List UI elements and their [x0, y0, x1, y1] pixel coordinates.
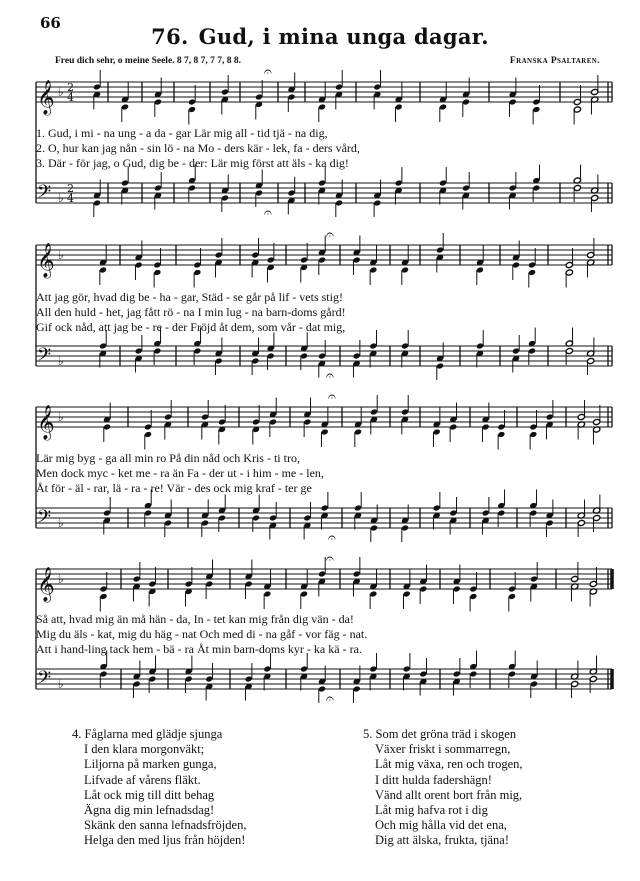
time-signature-bottom: 4: [67, 91, 74, 104]
flat-icon: ♭: [58, 410, 64, 424]
page-number: 66: [40, 14, 61, 32]
verse-line: Helga den med ljus från höjden!: [84, 833, 246, 848]
time-signature-top: 2: [67, 81, 74, 94]
verse-5: [363, 727, 523, 849]
fermata-icon: 𝄐: [328, 530, 336, 546]
verse-line: Liljorna på marken gunga,: [84, 757, 217, 772]
fermata-icon: 𝄐: [326, 691, 334, 707]
flat-icon: ♭: [58, 248, 64, 262]
fermata-icon: 𝄐: [328, 389, 336, 405]
verse-line: I ditt hulda fadershägn!: [375, 772, 492, 787]
lyric-line: Gif ock nåd, att jag be - re - der Fröjd åt dem, som vår - dat mig,: [36, 320, 346, 334]
fermata-icon: 𝄐: [264, 205, 272, 221]
flat-icon: ♭: [58, 85, 64, 99]
treble-clef-icon: 𝄞: [37, 405, 55, 440]
bass-clef-icon: 𝄢: [37, 182, 52, 207]
hymn-title-text: Gud, i mina unga dagar.: [198, 24, 489, 49]
verse-line: Lifvade af vårens fläkt.: [84, 772, 201, 787]
lyric-line: Lär mig byg - ga all min ro På din nåd och Kris - ti tro,: [36, 451, 300, 465]
lyric-line: 3. Där - för jag, o Gud, dig be - der: Lär mig först att äls - ka dig!: [36, 156, 349, 170]
bass-clef-icon: 𝄢: [37, 668, 52, 693]
verse-number: 5.: [363, 727, 373, 741]
fermata-icon: 𝄐: [326, 368, 334, 384]
treble-clef-icon: 𝄞: [37, 80, 55, 115]
lyric-line: Men dock myc - ket me - ra än Fa - der ut - i him - me - len,: [36, 466, 324, 480]
verse-line: 4. Fåglarna med glädje sjunga: [72, 727, 223, 741]
verse-line: 5. Som det gröna träd i skogen: [363, 727, 517, 741]
verse-4: [72, 727, 246, 849]
lyric-line: Så att, hvad mig än må hän - da, In - tet kan mig från dig vän - da!: [36, 612, 354, 626]
flat-icon: ♭: [58, 354, 64, 368]
verse-line: I den klara morgonväkt;: [84, 742, 205, 757]
time-signature-top: 2: [67, 182, 74, 195]
flat-icon: ♭: [58, 677, 64, 691]
flat-icon: ♭: [58, 516, 64, 530]
verse-line: Skänk den sanna lefnadsfröjden,: [84, 818, 247, 833]
lyric-line: 1. Gud, i mi - na ung - a da - gar Lär mig all - tid tjä - na dig,: [36, 126, 328, 140]
flat-icon: ♭: [58, 572, 64, 586]
lyric-line: Åt för - äl - rar, lä - ra - re! Vär - des ock mig kraf - ter ge: [36, 481, 312, 495]
tune-source: Franska Psaltaren.: [509, 56, 600, 66]
treble-clef-icon: 𝄞: [37, 567, 55, 602]
verse-line: Dig att älska, frukta, tjäna!: [375, 833, 509, 848]
verse-line: Ägna dig min lefnadsdag!: [84, 803, 215, 818]
flat-icon: ♭: [58, 191, 64, 205]
bass-clef-icon: 𝄢: [37, 345, 52, 370]
time-signature-bottom: 4: [67, 192, 74, 205]
verse-line: Och mig hålla vid det ena,: [375, 818, 507, 833]
fermata-icon: 𝄐: [326, 551, 334, 567]
bass-clef-icon: 𝄢: [37, 507, 52, 532]
lyric-line: Att i hand-ling tack hem - bä - ra Åt min barn-doms kyr - ka kä - ra.: [36, 642, 362, 656]
verse-line: Låt ock mig till ditt behag: [84, 787, 215, 802]
treble-clef-icon: 𝄞: [37, 243, 55, 278]
lyric-line: 2. O, hur kan jag nån - sin lö - na Mo - ders kär - lek, fa - ders vård,: [36, 141, 360, 155]
verse-line: Växer friskt i sommarregn,: [375, 742, 511, 757]
lyric-line: All den huld - het, jag fått rö - na I min lug - na barn-doms gård!: [36, 305, 346, 319]
verse-line: Låt mig växa, ren och trogen,: [375, 757, 523, 772]
verse-line: Låt mig hafva rot i dig: [375, 803, 488, 818]
tune-info: Freu dich sehr, o meine Seele. 8 7, 8 7, 7 7, 8 8.: [55, 56, 242, 66]
verse-line: Vänd allt orent bort från mig,: [375, 787, 523, 802]
verse-number: 4.: [72, 727, 82, 741]
lyric-line: Mig du äls - kat, mig du häg - nat Och med di - na gåf - vor fäg - nat.: [36, 627, 368, 641]
fermata-icon: 𝄐: [264, 64, 272, 80]
hymn-number: 76.: [151, 24, 189, 49]
fermata-icon: 𝄐: [326, 227, 334, 243]
lyric-line: Att jag gör, hvad dig be - ha - gar, Städ - se går på lif - vets stig!: [36, 290, 343, 304]
